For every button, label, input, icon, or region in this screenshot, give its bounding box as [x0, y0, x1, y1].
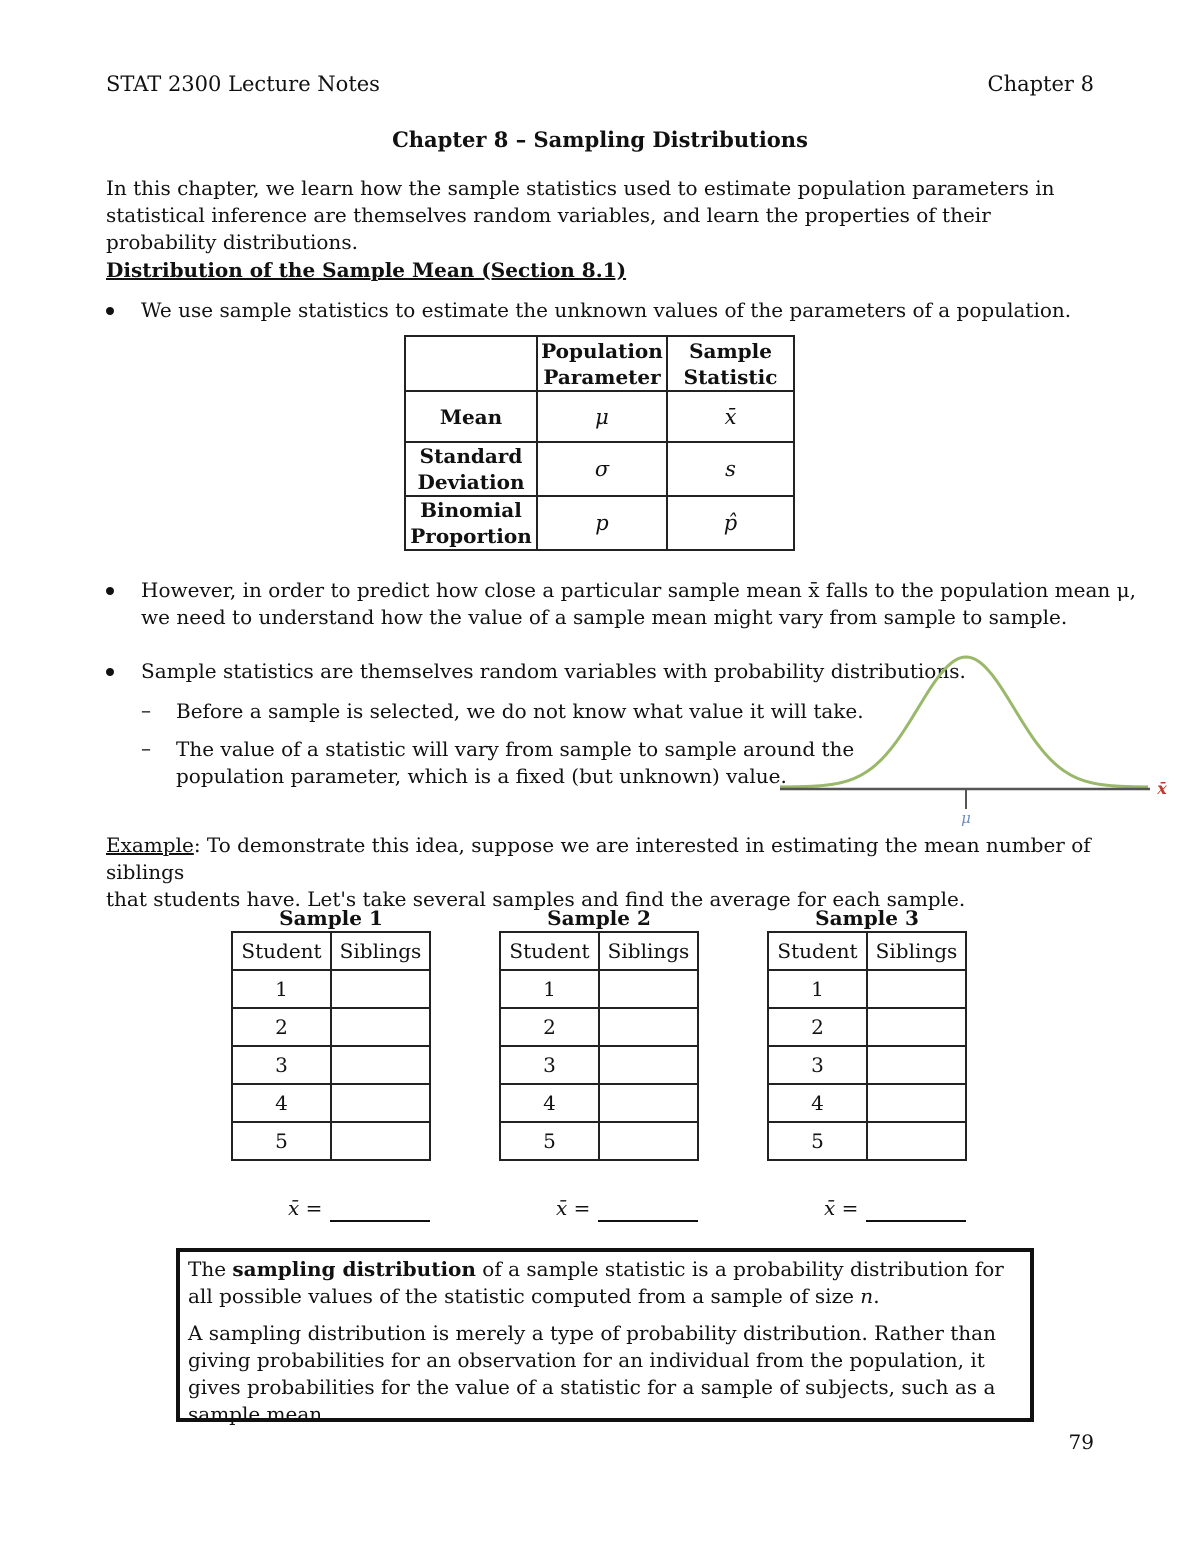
parameter-statistic-table	[404, 335, 795, 551]
table-row: 4	[768, 1084, 966, 1122]
sample-3-xbar: x̄ =	[824, 1196, 859, 1220]
table-row: 1	[500, 970, 698, 1008]
dash-2-line-2: population parameter, which is a fixed (but unknown) value.	[176, 764, 787, 788]
stat-xbar: x̄	[667, 391, 794, 442]
table-corner-cell	[405, 336, 537, 391]
siblings-cell[interactable]	[331, 970, 430, 1008]
table-row	[405, 496, 794, 550]
intro-paragraph: In this chapter, we learn how the sample statistics used to estimate population parameters in statistical inference are themselves random variables, and learn the properties of their probability distributions.	[106, 176, 1055, 254]
table-row: 5	[768, 1122, 966, 1160]
bullet-icon	[106, 587, 114, 595]
sample-1-xbar: x̄ =	[288, 1196, 323, 1220]
row-label-proportion: Binomial Proportion	[405, 496, 537, 550]
stat-s: s	[667, 442, 794, 496]
siblings-cell[interactable]	[331, 1046, 430, 1084]
definition-box	[176, 1248, 1034, 1426]
example-paragraph: Example: To demonstrate this idea, suppose we are interested in estimating the mean number of siblings that students have. Let's take several samples and find the average for each sample.	[106, 833, 1091, 911]
table-row: 4	[232, 1084, 430, 1122]
siblings-cell[interactable]	[599, 1122, 698, 1160]
header-left: STAT 2300 Lecture Notes	[106, 72, 380, 96]
x-axis-label: x̄	[1157, 779, 1167, 798]
siblings-cell[interactable]	[867, 1008, 966, 1046]
sample-2-table: Student Siblings 1 2 3 4 5	[499, 931, 699, 1161]
param-mu: μ	[537, 391, 667, 442]
siblings-cell[interactable]	[599, 1008, 698, 1046]
definition-paragraph-2: A sampling distribution is merely a type of probability distribution. Rather than giving probabilities for an observation for an individual from the population, it gives probabilities for the value of a statistic for a sample of subjects, such as a sample mean.	[188, 1321, 996, 1426]
bullet-icon	[106, 307, 114, 315]
param-sigma: σ	[537, 442, 667, 496]
bullet-icon	[106, 668, 114, 676]
siblings-cell[interactable]	[331, 1122, 430, 1160]
siblings-cell[interactable]	[331, 1008, 430, 1046]
col-header-statistic: Sample Statistic	[667, 336, 794, 391]
table-row: 2	[232, 1008, 430, 1046]
stat-phat: p̂	[667, 496, 794, 550]
normal-curve-illustration	[778, 648, 1178, 828]
table-row: 2	[500, 1008, 698, 1046]
table-row: 3	[768, 1046, 966, 1084]
table-row: 4	[500, 1084, 698, 1122]
sample-2-blank[interactable]	[598, 1220, 698, 1222]
page-title: Chapter 8 – Sampling Distributions	[392, 127, 808, 152]
param-p: p	[537, 496, 667, 550]
dash-2-line-1: The value of a statistic will vary from sample to sample around the	[176, 737, 855, 761]
sample-2-title: Sample 2	[547, 906, 651, 930]
definition-paragraph-1: The sampling distribution of a sample statistic is a probability distribution for all possible values of the statistic computed from a sample of size n.	[188, 1257, 1004, 1308]
dash-1-text: Before a sample is selected, we do not know what value it will take.	[176, 699, 864, 723]
table-row: 3	[500, 1046, 698, 1084]
dash-icon: –	[141, 698, 151, 722]
example-label: Example	[106, 833, 194, 857]
sample-1-table: Student Siblings 1 2 3 4 5	[231, 931, 431, 1161]
dash-icon: –	[141, 736, 151, 760]
siblings-cell[interactable]	[331, 1084, 430, 1122]
siblings-cell[interactable]	[599, 1084, 698, 1122]
sample-2-xbar: x̄ =	[556, 1196, 591, 1220]
term-sampling-distribution: sampling distribution	[232, 1257, 476, 1281]
table-row: 5	[500, 1122, 698, 1160]
bullet-2-line-2: we need to understand how the value of a sample mean might vary from sample to sample.	[141, 605, 1068, 629]
sample-3-title: Sample 3	[815, 906, 919, 930]
sample-1-title: Sample 1	[279, 906, 383, 930]
siblings-cell[interactable]	[867, 970, 966, 1008]
row-label-mean: Mean	[405, 391, 537, 442]
bell-curve	[780, 657, 1148, 787]
siblings-cell[interactable]	[867, 1084, 966, 1122]
mu-label: μ	[961, 809, 971, 827]
sample-1-blank[interactable]	[330, 1220, 430, 1222]
header-right: Chapter 8	[987, 72, 1094, 96]
siblings-cell[interactable]	[599, 1046, 698, 1084]
table-row	[405, 391, 794, 442]
section-heading: Distribution of the Sample Mean (Section 8.1)	[106, 258, 627, 282]
siblings-cell[interactable]	[599, 970, 698, 1008]
page-number: 79	[1068, 1430, 1094, 1454]
siblings-cell[interactable]	[867, 1046, 966, 1084]
bullet-2-line-1: However, in order to predict how close a particular sample mean x̄ falls to the population mean μ,	[141, 578, 1136, 602]
bullet-3-text: Sample statistics are themselves random variables with probability distributions.	[141, 659, 966, 683]
bullet-1-text: We use sample statistics to estimate the unknown values of the parameters of a population.	[141, 298, 1072, 322]
sample-3-blank[interactable]	[866, 1220, 966, 1222]
table-row	[405, 442, 794, 496]
table-row: 1	[232, 970, 430, 1008]
table-row: 1	[768, 970, 966, 1008]
row-label-sd: Standard Deviation	[405, 442, 537, 496]
siblings-cell[interactable]	[867, 1122, 966, 1160]
table-row: 5	[232, 1122, 430, 1160]
table-row: 3	[232, 1046, 430, 1084]
table-row: 2	[768, 1008, 966, 1046]
col-header-parameter: Population Parameter	[537, 336, 667, 391]
sample-3-table: Student Siblings 1 2 3 4 5	[767, 931, 967, 1161]
